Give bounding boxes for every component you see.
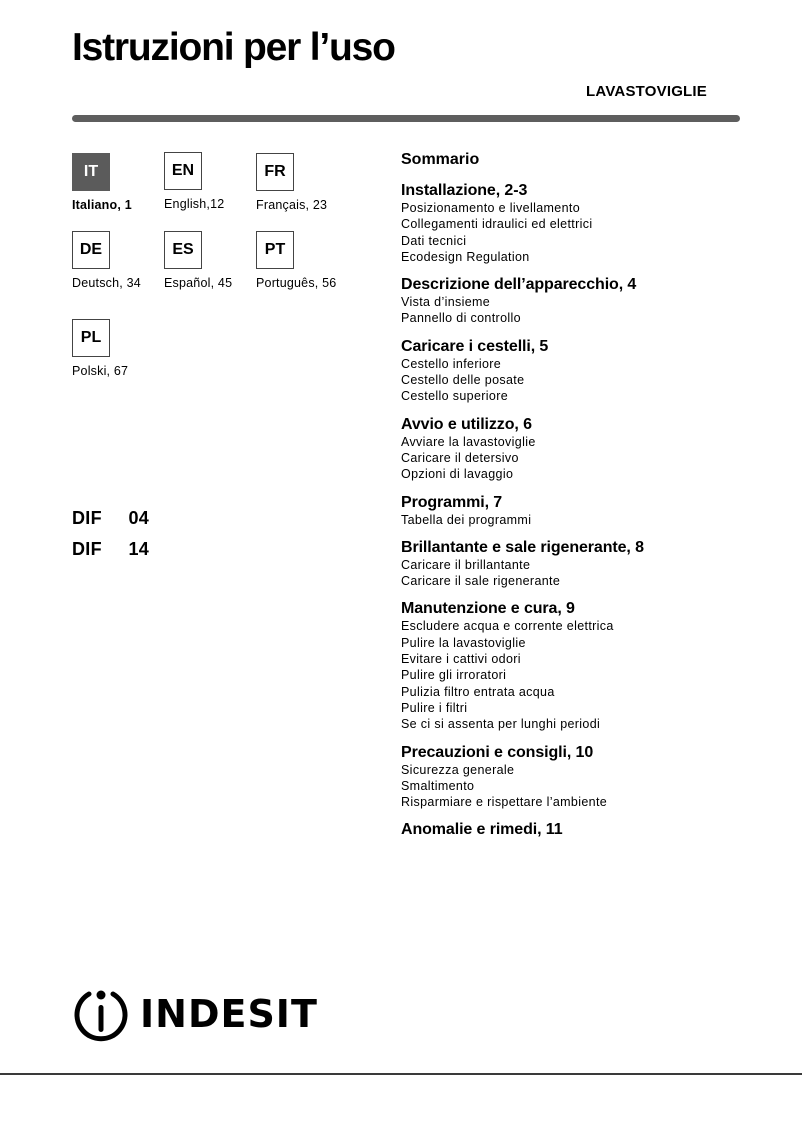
toc-item[interactable]: Evitare i cattivi odori (401, 652, 521, 667)
toc-item[interactable]: Caricare il sale rigenerante (401, 574, 561, 589)
language-pl[interactable] (72, 319, 162, 378)
toc-item[interactable]: Escludere acqua e corrente elettrica (401, 619, 614, 634)
toc-section-title[interactable]: Programmi, 7 (401, 493, 503, 511)
toc-section-title[interactable]: Precauzioni e consigli, 10 (401, 743, 594, 761)
toc-item[interactable]: Cestello inferiore (401, 356, 502, 371)
language-label: Italiano, 1 (72, 198, 132, 212)
language-label: Français, 23 (256, 198, 328, 212)
toc-item[interactable]: Avviare la lavastoviglie (401, 434, 536, 449)
language-code-box[interactable]: ES (164, 231, 202, 269)
toc-item[interactable]: Cestello superiore (401, 389, 509, 404)
header-divider-bar (72, 115, 740, 122)
toc-item[interactable]: Caricare il brillantante (401, 557, 531, 572)
toc-item[interactable]: Tabella dei programmi (401, 512, 532, 527)
language-label: Español, 45 (164, 276, 233, 290)
indesit-power-i-icon (72, 985, 130, 1043)
language-label: Polski, 67 (72, 364, 129, 378)
toc-item[interactable]: Posizionamento e livellamento (401, 201, 580, 215)
language-label: Português, 56 (256, 276, 337, 290)
toc-item[interactable]: Pulizia filtro entrata acqua (401, 684, 555, 699)
toc-item[interactable]: Pulire i filtri (401, 700, 468, 715)
language-code-box[interactable]: PT (256, 231, 294, 269)
language-code-box[interactable]: FR (256, 153, 294, 191)
language-code-box[interactable]: EN (164, 152, 202, 190)
language-it[interactable] (72, 153, 162, 212)
language-label: Deutsch, 34 (72, 276, 141, 290)
toc-section (401, 744, 781, 811)
toc-item[interactable]: Risparmiare e rispettare l’ambiente (401, 795, 608, 810)
model-number: DIF 04 (72, 508, 150, 528)
language-en[interactable] (164, 152, 254, 211)
toc-item[interactable]: Dati tecnici (401, 233, 467, 248)
toc-item[interactable]: Pannello di controllo (401, 311, 521, 326)
language-code-box[interactable]: PL (72, 319, 110, 357)
toc-item[interactable]: Smaltimento (401, 778, 475, 793)
language-es[interactable] (164, 231, 254, 290)
toc-item[interactable]: Pulire la lavastoviglie (401, 635, 526, 650)
toc-section-title[interactable]: Descrizione dell’apparecchio, 4 (401, 276, 637, 294)
product-category: LAVASTOVIGLIE (586, 83, 707, 100)
toc-item[interactable]: Vista d’insieme (401, 295, 491, 310)
toc-section (401, 821, 781, 839)
toc-section-title[interactable]: Manutenzione e cura, 9 (401, 600, 575, 618)
toc-item[interactable]: Sicurezza generale (401, 762, 515, 777)
toc-item[interactable]: Cestello delle posate (401, 373, 525, 388)
toc-section-title[interactable]: Caricare i cestelli, 5 (401, 337, 549, 355)
language-code-box[interactable]: DE (72, 231, 110, 269)
toc-item[interactable]: Pulire gli irroratori (401, 668, 507, 683)
language-de[interactable] (72, 231, 162, 290)
toc-section-title[interactable]: Installazione, 2-3 (401, 182, 528, 199)
brand-logo (72, 985, 318, 1043)
table-of-contents (401, 150, 781, 850)
document-title: Istruzioni per l’uso (72, 26, 395, 69)
toc-section (401, 338, 781, 405)
toc-item[interactable]: Se ci si assenta per lunghi periodi (401, 717, 601, 732)
language-pt[interactable] (256, 231, 346, 290)
toc-section (401, 539, 781, 590)
language-label: English,12 (164, 197, 225, 211)
toc-section (401, 182, 781, 265)
toc-item[interactable]: Caricare il detersivo (401, 450, 519, 465)
toc-item[interactable]: Collegamenti idraulici ed elettrici (401, 217, 593, 232)
model-number: DIF 14 (72, 539, 150, 559)
language-code-box[interactable]: IT (72, 153, 110, 191)
toc-section-title[interactable]: Anomalie e rimedi, 11 (401, 821, 563, 839)
brand-name: INDESIT (140, 992, 318, 1036)
toc-item[interactable]: Opzioni di lavaggio (401, 467, 514, 482)
toc-section (401, 600, 781, 732)
language-fr[interactable] (256, 153, 346, 212)
toc-section (401, 416, 781, 483)
toc-heading: Sommario (401, 151, 480, 168)
toc-section (401, 494, 781, 528)
toc-item[interactable]: Ecodesign Regulation (401, 249, 530, 264)
footer-divider-line (0, 1073, 802, 1075)
toc-section (401, 276, 781, 327)
toc-section-title[interactable]: Brillantante e sale rigenerante, 8 (401, 538, 644, 556)
toc-section-title[interactable]: Avvio e utilizzo, 6 (401, 415, 532, 433)
